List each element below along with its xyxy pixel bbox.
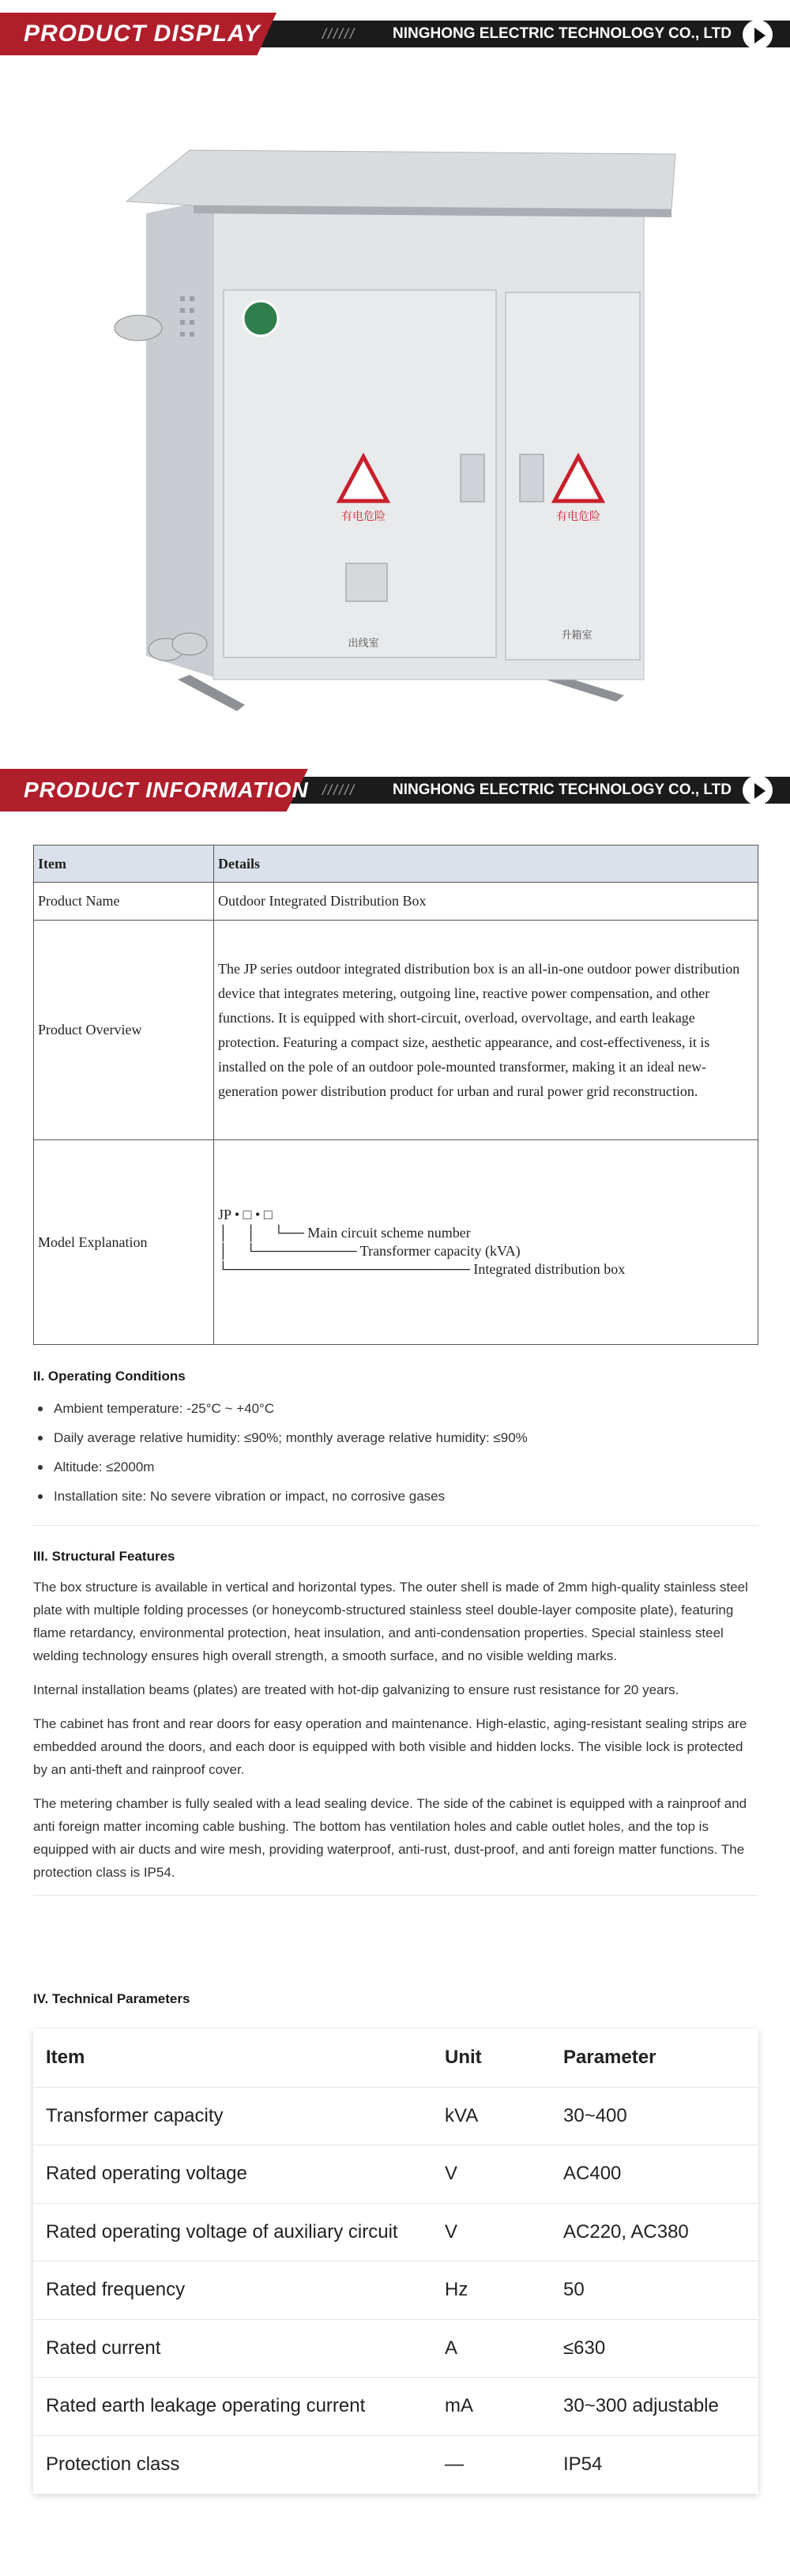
header-details: Details [214, 845, 758, 883]
cell-parameter: IP54 [563, 2454, 603, 2475]
list-item: Altitude: ≤2000m [33, 1452, 758, 1482]
banner-company-name: NINGHONG ELECTRIC TECHNOLOGY CO., LTD [393, 781, 732, 798]
section-title: III. Structural Features [33, 1549, 175, 1564]
product-display-banner [0, 0, 790, 55]
cell-parameter: ≤630 [551, 2319, 758, 2378]
distribution-box-illustration [0, 55, 790, 763]
cell-item: Protection class [46, 2454, 180, 2475]
section-title: II. Operating Conditions [33, 1369, 186, 1384]
product-info-table [33, 845, 758, 1345]
banner-title: PRODUCT DISPLAY [24, 21, 261, 47]
table-row [33, 2435, 758, 2494]
cell-item: Rated earth leakage operating current [33, 2378, 432, 2436]
paragraph: The box structure is available in vertical and horizontal types. The outer shell is made of 2mm high-quality stainless steel plate with multiple folding processes (or honeycomb-structured stainless steel double-layer composite plate), featuring flame retardancy, environmental protection, heat insulation, and anti-condensation properties. Special stainless steel welding technology ensures high overall strength, a smooth surface, and no visible welding marks. [33, 1580, 748, 1663]
row-item: Product Name [34, 883, 214, 921]
cell-parameter: 30~400 [551, 2087, 758, 2145]
banner-title: PRODUCT INFORMATION [24, 778, 309, 802]
table-header-row [33, 2029, 758, 2087]
operating-conditions-section [33, 1369, 758, 1526]
left-door-handle[interactable] [461, 454, 484, 502]
list-item: Ambient temperature: -25°C ~ +40°C [33, 1394, 758, 1423]
table-row [33, 2145, 758, 2204]
table-header-row [34, 845, 758, 883]
list-item: Installation site: No severe vibration or impact, no corrosive gases [33, 1482, 758, 1511]
play-icon[interactable] [743, 20, 773, 50]
table-row [33, 2262, 758, 2320]
cell-parameter: 50 [551, 2262, 758, 2320]
model-line: │ └────────── Transformer capacity (kVA) [218, 1243, 521, 1259]
section-title: IV. Technical Parameters [33, 1991, 190, 2006]
warning-label-left: 有电危险 [341, 510, 386, 523]
cell-unit: — [445, 2454, 464, 2475]
table-row [33, 2378, 758, 2436]
cell-unit: Hz [432, 2262, 551, 2320]
brand-logo [243, 301, 278, 336]
banner-company-name: NINGHONG ELECTRIC TECHNOLOGY CO., LTD [393, 25, 732, 42]
cell-parameter: 30~300 adjustable [551, 2378, 758, 2436]
operating-conditions-list [33, 1394, 758, 1511]
right-room-label: 升箱室 [561, 630, 592, 642]
cell-unit: V [432, 2203, 551, 2262]
technical-parameters-heading [33, 1991, 758, 2007]
row-details: Outdoor Integrated Distribution Box [214, 883, 758, 921]
cell-unit: mA [432, 2378, 551, 2436]
cell-unit: kVA [432, 2087, 551, 2145]
product-information-banner [0, 756, 790, 812]
cell-item: Transformer capacity [33, 2087, 432, 2145]
right-door-handle[interactable] [520, 454, 544, 502]
product-image [0, 55, 790, 763]
table-row [33, 2203, 758, 2262]
cell-item: Rated current [33, 2319, 432, 2378]
model-line: │ │ └── Main circuit scheme number [218, 1225, 471, 1241]
table-row [34, 1140, 758, 1345]
table-row [34, 921, 758, 1140]
cell-parameter: AC400 [551, 2145, 758, 2204]
paragraph: The cabinet has front and rear doors for easy operation and maintenance. High-elastic, aging-resistant sealing strips are embedded around the doors, and each door is equipped with both visible and hidden locks. The visible lock is protected by an anti-theft and rainproof cover. [33, 1716, 747, 1777]
row-details [214, 1140, 758, 1345]
header-parameter: Parameter [551, 2029, 758, 2087]
paragraph: The metering chamber is fully sealed with a lead sealing device. The side of the cabinet is equipped with a rainproof and anti foreign matter incoming cable bushing. The bottom has ventilation holes and cable outlet holes, and the top is equipped with air ducts and wire mesh, providing waterproof, anti-rust, dust-proof, and anti foreign matter functions. The protection class is IP54. [33, 1796, 747, 1880]
section-divider [33, 1525, 758, 1526]
model-line: JP • □ • □ [218, 1207, 273, 1222]
cable-bushing-side [115, 315, 162, 341]
cell-item: Rated operating voltage of auxiliary circuit [33, 2203, 432, 2262]
technical-parameters-card [33, 2029, 758, 2494]
side-panel [146, 198, 221, 680]
header-item: Item [34, 845, 214, 883]
row-item: Model Explanation [34, 1140, 214, 1345]
cell-item: Rated frequency [33, 2262, 432, 2320]
table-row [33, 2319, 758, 2378]
base-foot-left [178, 675, 245, 711]
cell-parameter: AC220, AC380 [551, 2203, 758, 2262]
paragraph: Internal installation beams (plates) are treated with hot-dip galvanizing to ensure rust resistance for 20 years. [33, 1682, 679, 1697]
left-room-label: 出线室 [348, 638, 379, 650]
overview-text: The JP series outdoor integrated distribution box is an all-in-one outdoor power distribution device that integrates metering, outgoing line, reactive power compensation, and other functions. It is equipped with short-circuit, overload, overvoltage, and earth leakage protection. Featuring a compact size, aesthetic appearance, and cost-effectiveness, it is installed on the pole of an outdoor pole-mounted transformer, making it an ideal new-generation power distribution product for urban and rural power grid reconstruction. [218, 960, 740, 1099]
cabinet-roof [126, 150, 675, 209]
row-details [214, 921, 758, 1140]
list-item: Daily average relative humidity: ≤90%; monthly average relative humidity: ≤90% [33, 1423, 758, 1452]
cell-unit: A [432, 2319, 551, 2378]
banner-slashes: ////// [322, 782, 356, 798]
technical-parameters-table [33, 2029, 758, 2494]
table-row [33, 2087, 758, 2145]
section-divider [33, 1895, 758, 1896]
header-item: Item [33, 2029, 432, 2087]
warning-label-right: 有电危险 [556, 510, 600, 523]
cable-bushing-bottom-2 [172, 633, 207, 655]
nameplate [346, 563, 387, 601]
model-line: └──────────────────────── Integrated distribution box [218, 1261, 626, 1277]
table-row [34, 883, 758, 921]
cell-unit: V [432, 2145, 551, 2204]
cell-item: Rated operating voltage [33, 2145, 432, 2204]
play-icon[interactable] [743, 775, 773, 805]
row-item: Product Overview [34, 921, 214, 1140]
structural-features-section [33, 1549, 758, 1896]
banner-slashes: ////// [322, 26, 356, 42]
header-unit: Unit [432, 2029, 551, 2087]
